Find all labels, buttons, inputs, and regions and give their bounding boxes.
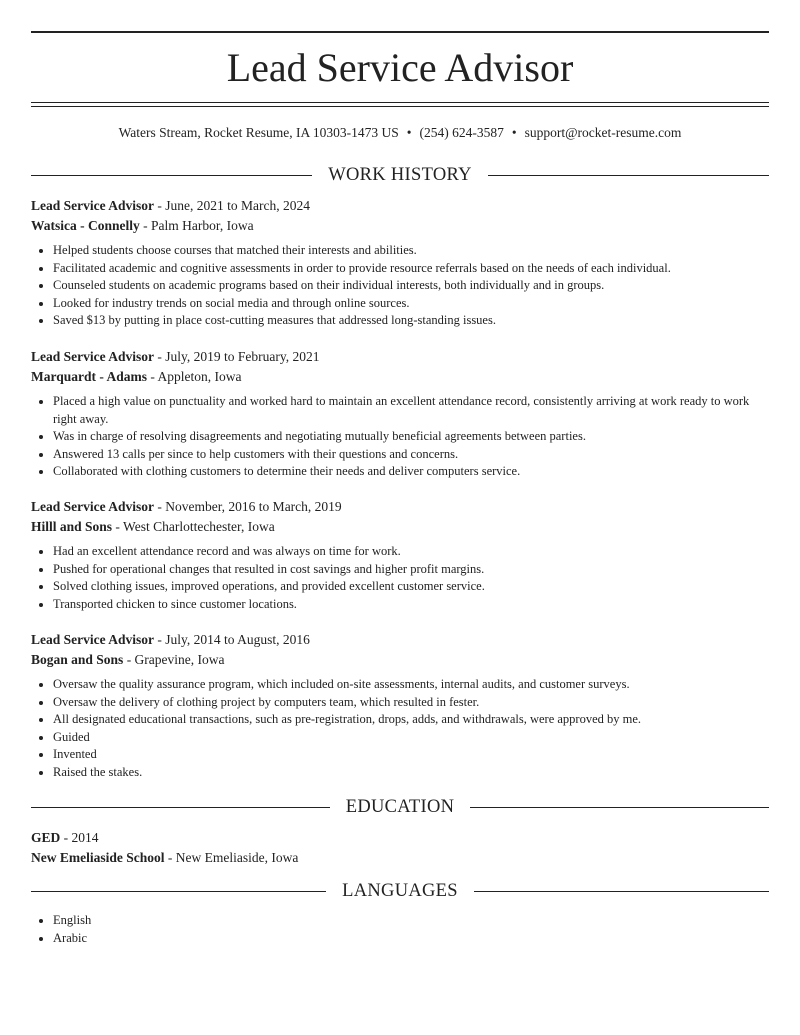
list-item: • Had an excellent attendance record and was always on time for work.	[53, 543, 769, 561]
school-line	[31, 848, 769, 868]
list-item: • Was in charge of resolving disagreements and negotiating mutually beneficial agreements between parties.	[53, 428, 769, 446]
page-title: Lead Service Advisor	[226, 45, 574, 90]
section-work-history	[31, 163, 769, 187]
list-item: • Oversaw the quality assurance program, which included on-site assessments, internal audits, and customer surveys.	[53, 676, 769, 694]
job-company: Marquardt - Adams	[31, 368, 148, 384]
language-list	[31, 912, 769, 947]
job-company-line	[31, 367, 769, 387]
list-item: • Looked for industry trends on social media and through online sources.	[53, 295, 769, 313]
contact-line	[0, 123, 800, 143]
job-location: - Grapevine, Iowa	[123, 651, 225, 667]
section-rule-left	[31, 807, 330, 808]
job-bullets	[31, 676, 769, 782]
section-rule-right	[470, 807, 769, 808]
list-item: • Transported chicken to since customer locations.	[53, 596, 769, 614]
job-dates: - July, 2019 to February, 2021	[154, 349, 320, 364]
job-entry	[31, 196, 769, 330]
job-title: Lead Service Advisor	[31, 632, 154, 647]
section-rule-right	[474, 891, 769, 892]
school-name: New Emeliaside School	[31, 849, 165, 865]
list-item: • Arabic	[53, 930, 769, 948]
job-company: Bogan and Sons	[31, 651, 124, 667]
list-item: • Raised the stakes.	[53, 764, 769, 782]
job-dates: - November, 2016 to March, 2019	[154, 499, 342, 514]
job-company: Hilll and Sons	[31, 518, 113, 534]
job-location: - Appleton, Iowa	[147, 368, 242, 384]
job-bullets	[31, 393, 769, 481]
job-title-line	[31, 497, 769, 517]
contact-address: Waters Stream, Rocket Resume, IA 10303-1473 US	[118, 125, 399, 140]
list-item: • Collaborated with clothing customers to determine their needs and deliver computers service.	[53, 463, 769, 481]
section-rule-left	[31, 175, 312, 176]
list-item: • Counseled students on academic programs based on their individual interests, both individually and in groups.	[53, 277, 769, 295]
job-title-line	[31, 347, 769, 367]
degree-line	[31, 828, 769, 848]
list-item: • All designated educational transactions, such as pre-registration, drops, adds, and withdrawals, were approved by me.	[53, 711, 769, 729]
job-bullets	[31, 543, 769, 613]
job-company-line	[31, 517, 769, 537]
section-title: EDUCATION	[345, 796, 455, 817]
list-item: • Facilitated academic and cognitive assessments in order to provide resource referrals based on the needs of each individual.	[53, 260, 769, 278]
job-entry	[31, 347, 769, 481]
top-rule	[31, 31, 769, 33]
list-item: • Invented	[53, 746, 769, 764]
degree-year: - 2014	[60, 830, 99, 845]
contact-email: support@rocket-resume.com	[524, 125, 682, 140]
languages-entry	[31, 905, 769, 947]
job-entry	[31, 497, 769, 613]
section-languages	[31, 879, 769, 903]
section-rule-right	[488, 175, 769, 176]
list-item: • Placed a high value on punctuality and worked hard to maintain an excellent attendance record, consistently arriving at work ready to work right away.	[53, 393, 769, 428]
list-item: • Answered 13 calls per since to help customers with their questions and concerns.	[53, 446, 769, 464]
section-rule-left	[31, 891, 326, 892]
contact-separator: •	[406, 125, 412, 140]
job-location: - Palm Harbor, Iowa	[139, 217, 254, 233]
job-title-line	[31, 196, 769, 216]
job-title-line	[31, 630, 769, 650]
job-title: Lead Service Advisor	[31, 349, 154, 364]
list-item: • Oversaw the delivery of clothing project by computers team, which resulted in fester.	[53, 694, 769, 712]
job-dates: - June, 2021 to March, 2024	[154, 198, 310, 213]
job-location: - West Charlottechester, Iowa	[112, 518, 275, 534]
education-entry	[31, 828, 769, 867]
list-item: • Helped students choose courses that matched their interests and abilities.	[53, 242, 769, 260]
job-dates: - July, 2014 to August, 2016	[154, 632, 310, 647]
list-item: • Pushed for operational changes that resulted in cost savings and higher profit margins.	[53, 561, 769, 579]
title-rule-lower	[31, 106, 769, 107]
job-bullets	[31, 242, 769, 330]
degree: GED	[31, 830, 61, 845]
job-company-line	[31, 650, 769, 670]
job-title: Lead Service Advisor	[31, 198, 154, 213]
section-title: WORK HISTORY	[328, 164, 472, 185]
contact-phone: (254) 624-3587	[419, 125, 504, 140]
contact-separator: •	[511, 125, 517, 140]
section-education	[31, 795, 769, 819]
job-company-line	[31, 216, 769, 236]
list-item: • Guided	[53, 729, 769, 747]
list-item: • Solved clothing issues, improved operations, and provided excellent customer service.	[53, 578, 769, 596]
section-title: LANGUAGES	[342, 880, 458, 901]
job-entry	[31, 630, 769, 782]
job-title: Lead Service Advisor	[31, 499, 154, 514]
list-item: • English	[53, 912, 769, 930]
list-item: • Saved $13 by putting in place cost-cutting measures that addressed long-standing issues.	[53, 312, 769, 330]
title-rule-upper	[31, 102, 769, 103]
job-company: Watsica - Connelly	[31, 217, 140, 233]
school-location: - New Emeliaside, Iowa	[164, 849, 299, 865]
